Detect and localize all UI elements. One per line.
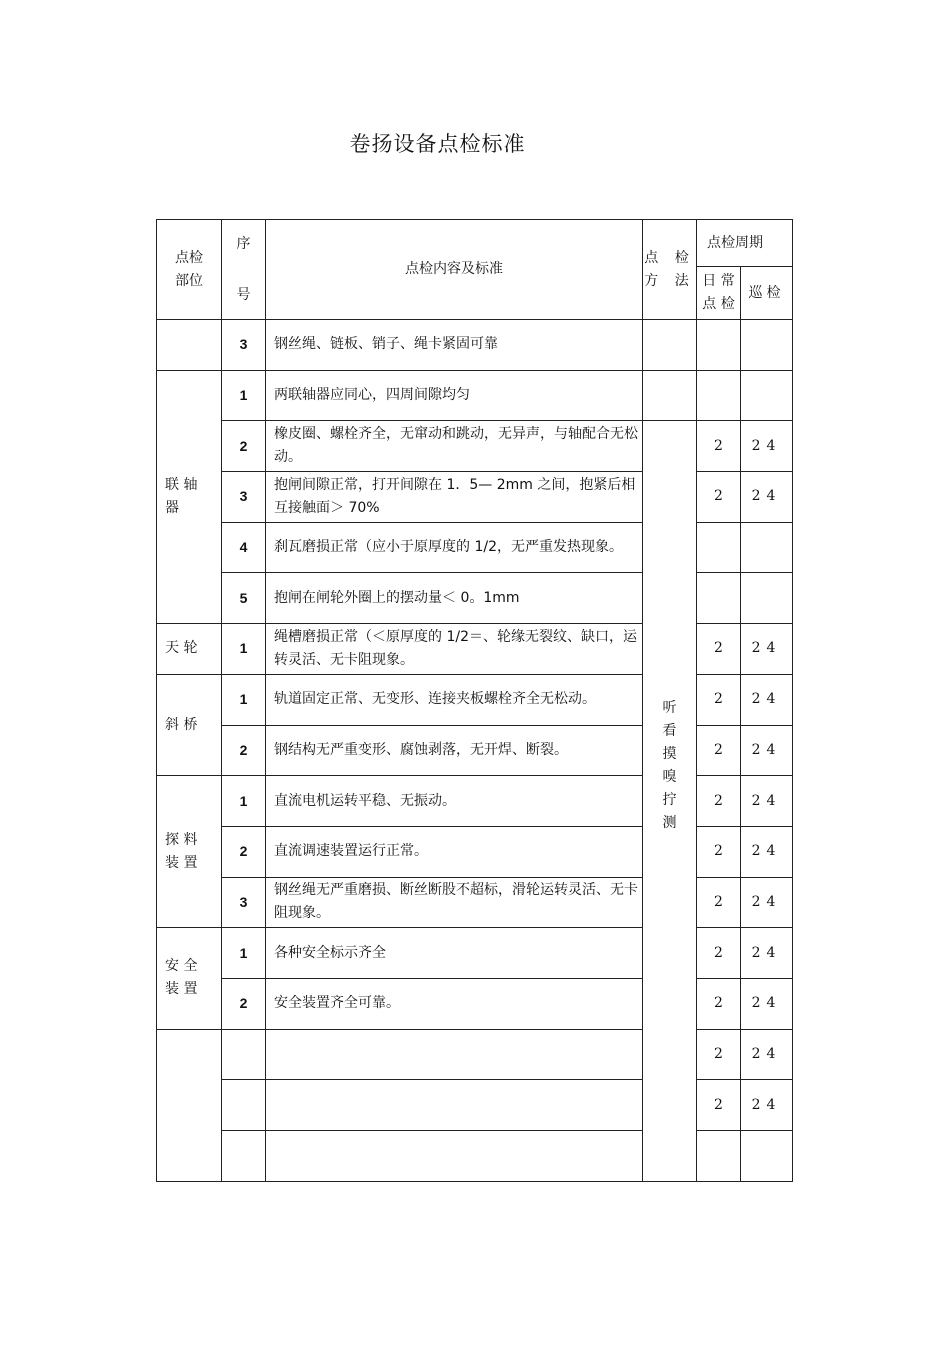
content-cell — [266, 1080, 643, 1131]
table-row — [157, 978, 793, 1029]
header-seq-cell — [222, 220, 266, 320]
table-row — [157, 1080, 793, 1131]
patrol-check-cell: 24 — [741, 1080, 793, 1131]
table-row — [157, 573, 793, 624]
content-cell: 钢丝绳、链板、销子、绳卡紧固可靠 — [266, 320, 643, 371]
daily-check-cell: 2 — [697, 978, 741, 1029]
header-daily-line: 日 常 — [702, 273, 735, 289]
patrol-check-cell — [741, 1131, 793, 1182]
patrol-check-cell: 24 — [741, 624, 793, 675]
method-cell — [643, 421, 697, 1181]
header-content-cell: 点检内容及标准 — [266, 220, 643, 320]
seq-cell: 1 — [222, 624, 266, 675]
header-seq-line: 号 — [236, 286, 251, 303]
patrol-check-cell: 24 — [741, 978, 793, 1029]
daily-check-cell — [697, 522, 741, 573]
daily-check-cell: 2 — [697, 776, 741, 827]
seq-cell: 1 — [222, 776, 266, 827]
part-cell — [157, 370, 222, 623]
patrol-check-cell: 24 — [741, 1029, 793, 1080]
header-method-line: 方 法 — [644, 272, 695, 289]
table-header-row — [157, 220, 793, 267]
daily-check-cell: 2 — [697, 928, 741, 979]
daily-check-cell: 2 — [697, 472, 741, 523]
header-daily-line: 点 检 — [702, 296, 735, 312]
patrol-check-cell — [741, 522, 793, 573]
header-part-line: 点检 — [175, 249, 203, 266]
method-char: 看 — [662, 723, 677, 740]
method-char: 听 — [662, 700, 677, 717]
header-method-line: 点 检 — [644, 249, 695, 266]
table-row — [157, 421, 793, 472]
seq-cell: 4 — [222, 522, 266, 573]
method-char: 嗅 — [662, 769, 677, 786]
table-row — [157, 877, 793, 928]
seq-cell: 3 — [222, 877, 266, 928]
table-row — [157, 928, 793, 979]
content-cell — [266, 1131, 643, 1182]
seq-cell — [222, 1131, 266, 1182]
table-row — [157, 1029, 793, 1080]
header-patrol-cell: 巡检 — [741, 267, 793, 320]
method-cell-empty — [643, 370, 697, 421]
header-period-cell: 点检周期 — [697, 220, 793, 267]
daily-check-cell — [697, 370, 741, 421]
content-cell: 安全装置齐全可靠。 — [266, 978, 643, 1029]
patrol-check-cell: 24 — [741, 826, 793, 877]
daily-check-cell — [697, 320, 741, 371]
daily-check-cell: 2 — [697, 674, 741, 725]
header-seq-line: 序 — [236, 235, 251, 252]
table-row — [157, 776, 793, 827]
method-char: 拧 — [662, 792, 677, 809]
part-label: 装 置 — [165, 981, 198, 998]
daily-check-cell: 2 — [697, 725, 741, 776]
patrol-check-cell: 24 — [741, 877, 793, 928]
content-cell: 各种安全标示齐全 — [266, 928, 643, 979]
patrol-check-cell: 24 — [741, 928, 793, 979]
header-part-line: 部位 — [175, 272, 203, 289]
seq-cell: 2 — [222, 725, 266, 776]
content-cell — [266, 1029, 643, 1080]
seq-cell: 1 — [222, 674, 266, 725]
patrol-check-cell: 24 — [741, 674, 793, 725]
patrol-check-cell — [741, 370, 793, 421]
part-label: 联 轴 — [165, 476, 198, 493]
header-method-cell — [643, 220, 697, 320]
content-cell: 橡皮圈、螺栓齐全，无窜动和跳动，无异声，与轴配合无松动。 — [266, 421, 643, 472]
seq-cell — [222, 1029, 266, 1080]
content-cell: 直流调速装置运行正常。 — [266, 826, 643, 877]
part-label: 探 料 — [165, 831, 198, 848]
daily-check-cell: 2 — [697, 624, 741, 675]
patrol-check-cell: 24 — [741, 725, 793, 776]
header-daily-cell — [697, 267, 741, 320]
header-part-cell — [157, 220, 222, 320]
part-label: 装 置 — [165, 854, 198, 871]
table-row — [157, 624, 793, 675]
part-cell — [157, 674, 222, 775]
seq-cell — [222, 1080, 266, 1131]
table-row — [157, 1131, 793, 1182]
part-cell — [157, 320, 222, 371]
part-label: 天 轮 — [165, 640, 198, 657]
daily-check-cell: 2 — [697, 877, 741, 928]
daily-check-cell — [697, 1131, 741, 1182]
content-cell: 抱闸间隙正常，打开间隙在 1．5— 2mm 之间，抱紧后相互接触面＞ 70% — [266, 472, 643, 523]
daily-check-cell: 2 — [697, 1080, 741, 1131]
table-row — [157, 320, 793, 371]
patrol-check-cell — [741, 573, 793, 624]
daily-check-cell: 2 — [697, 826, 741, 877]
part-label: 器 — [165, 499, 179, 516]
content-cell: 抱闸在闸轮外圈上的摆动量＜ 0。1mm — [266, 573, 643, 624]
patrol-check-cell: 24 — [741, 776, 793, 827]
part-cell — [157, 776, 222, 928]
table-row — [157, 472, 793, 523]
seq-cell: 2 — [222, 421, 266, 472]
table-row — [157, 725, 793, 776]
table-row — [157, 370, 793, 421]
part-cell — [157, 1029, 222, 1181]
daily-check-cell: 2 — [697, 421, 741, 472]
table-row — [157, 674, 793, 725]
content-cell: 钢结构无严重变形、腐蚀剥落，无开焊、断裂。 — [266, 725, 643, 776]
seq-cell: 3 — [222, 472, 266, 523]
content-cell: 钢丝绳无严重磨损、断丝断股不超标，滑轮运转灵活、无卡阻现象。 — [266, 877, 643, 928]
table-row — [157, 522, 793, 573]
table-row — [157, 826, 793, 877]
daily-check-cell — [697, 573, 741, 624]
patrol-check-cell: 24 — [741, 472, 793, 523]
patrol-check-cell: 24 — [741, 421, 793, 472]
daily-check-cell: 2 — [697, 1029, 741, 1080]
patrol-check-cell — [741, 320, 793, 371]
method-char: 测 — [662, 815, 677, 832]
seq-cell: 5 — [222, 573, 266, 624]
seq-cell: 3 — [222, 320, 266, 371]
content-cell: 轨道固定正常、无变形、连接夹板螺栓齐全无松动。 — [266, 674, 643, 725]
part-label: 安 全 — [165, 958, 198, 975]
page-title: 卷扬设备点检标准 — [349, 132, 526, 156]
content-cell: 刹瓦磨损正常（应小于原厚度的 1/2，无严重发热现象。 — [266, 522, 643, 573]
method-cell-empty — [643, 320, 697, 371]
seq-cell: 2 — [222, 978, 266, 1029]
seq-cell: 1 — [222, 928, 266, 979]
seq-cell: 2 — [222, 826, 266, 877]
seq-cell: 1 — [222, 370, 266, 421]
part-label: 斜 桥 — [165, 716, 198, 733]
content-cell: 直流电机运转平稳、无振动。 — [266, 776, 643, 827]
content-cell: 绳槽磨损正常（＜原厚度的 1/2＝、轮缘无裂纹、缺口，运转灵活、无卡阻现象。 — [266, 624, 643, 675]
method-char: 摸 — [662, 746, 677, 763]
part-cell — [157, 624, 222, 675]
inspection-standard-table — [156, 219, 793, 1182]
content-cell: 两联轴器应同心，四周间隙均匀 — [266, 370, 643, 421]
part-cell — [157, 928, 222, 1029]
